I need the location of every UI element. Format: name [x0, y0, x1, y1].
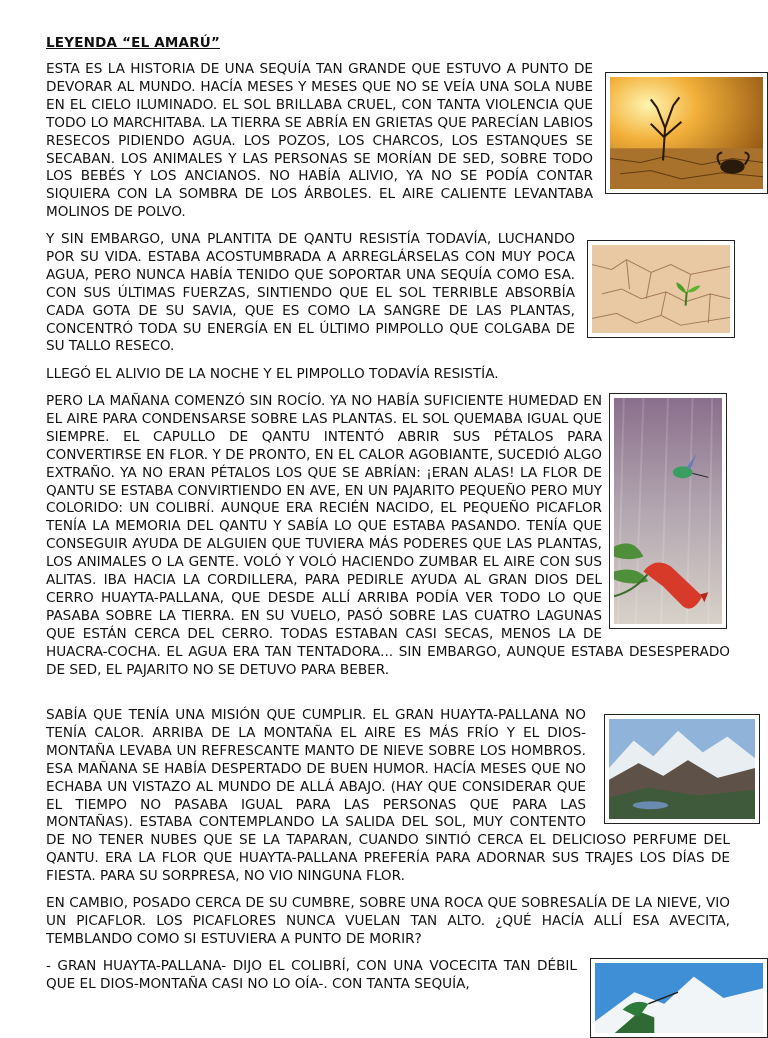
paragraph-2: Y SIN EMBARGO, UNA PLANTITA DE QANTU RESISTÍA TODAVÍA, LUCHANDO POR SU VIDA. ESTABA ACOSTUMBRADA A ARREGLÁRSELAS CON MUY POCA AGUA, PERO NUNCA HABÍA TENIDO QUE SOPORTAR UNA SEQUÍA COMO ESA. CON SUS ÚLTIMAS FUERZAS, SINTIENDO QUE EL SOL TERRIBLE ABSORBÍA CADA GOTA DE SU SAVIA, QUE ES COMO LA SANGRE DE LAS PLANTAS, CONCENTRÓ TODA SU ENERGÍA EN EL ÚLTIMO PIMPOLLO QUE COLGABA DE SU TALLO RESECO. [46, 231, 575, 355]
paragraph-5 [46, 707, 730, 886]
sprout-cracked-earth-image [587, 240, 735, 338]
paragraph-7: - GRAN HUAYTA-PALLANA- DIJO EL COLIBRÍ, CON UNA VOCECITA TAN DÉBIL QUE EL DIOS-MONTAÑA CASI NO LO OÍA-. CON TANTA SEQUÍA, [46, 958, 577, 992]
float-spacer [602, 393, 730, 626]
paragraph-5-text: SABÍA QUE TENÍA UNA MISIÓN QUE CUMPLIR. EL GRAN HUAYTA-PALLANA NO TENÍA CALOR. ARRIBA DE LA MONTAÑA EL AIRE ES MÁS FRÍO Y EL DIOS-MONTAÑA LEVABA UN REFRESCANTE MANTO DE NIEVE SOBRE LOS HOMBROS. ESA MAÑANA SE HABÍA DESPERTADO DE BUEN HUMOR. HACÍA MESES QUE NO ECHABA UN VISTAZO AL MUNDO DE ALLÁ ABAJO. (HAY QUE CONSIDERAR QUE EL TIEMPO NO PASABA IGUAL PARA LAS PERSONAS QUE PARA LAS MONTAÑAS). ESTABA CONTEMPLANDO LA SALIDA DEL SOL, MUY CONTENTO DE NO TENER NUBES QUE SE LA TAPARAN, CUANDO SINTIÓ CERCA EL DELICIOSO PERFUME DEL QANTU. ERA LA FLOR QUE HUAYTA-PALLANA PREFERÍA PARA ADORNAR SUS TRAJES LOS DÍAS DE FIESTA. PARA SU SORPRESA, NO VIO NINGUNA FLOR. [46, 707, 730, 885]
document-title: LEYENDA “EL AMARÚ” [46, 35, 221, 51]
paragraph-6: EN CAMBIO, POSADO CERCA DE SU CUMBRE, SOBRE UNA ROCA QUE SOBRESALÍA DE LA NIEVE, VIO UN PICAFLOR. LOS PICAFLORES NUNCA VUELAN TAN ALTO. ¿QUÉ HACÍA ALLÍ ESA AVECITA, TEMBLANDO COMO SI ESTUVIERA A PUNTO DE MORIR? [46, 895, 730, 947]
drought-tree-image [605, 72, 768, 194]
float-spacer [586, 707, 730, 832]
paragraph-3: LLEGÓ EL ALIVIO DE LA NOCHE Y EL PIMPOLLO TODAVÍA RESISTÍA. [46, 366, 499, 382]
paragraph-1: ESTA ES LA HISTORIA DE UNA SEQUÍA TAN GRANDE QUE ESTUVO A PUNTO DE DEVORAR AL MUNDO. HACÍA MESES Y MESES QUE NO SE VEÍA UNA SOLA NUBE EN EL CIELO ILUMINADO. EL SOL BRILLABA CRUEL, CON TANTA VIOLENCIA QUE TODO LO MARCHITABA. LA TIERRA SE ABRÍA EN GRIETAS QUE PARECÍAN LABIOS RESECOS PIDIENDO AGUA. LOS POZOS, LOS CHARCOS, LOS ESTANQUES SE SECABAN. LOS ANIMALES Y LAS PERSONAS SE MORÍAN DE SED, SOBRE TODO LOS BEBÉS Y LOS ANCIANOS. NO HABÍA ALIVIO, YA NO SE PODÍA CONTAR SIQUIERA CON LA SOMBRA DE LOS ÁRBOLES. EL AIRE CALIENTE LEVANTABA MOLINOS DE POLVO. [46, 61, 593, 221]
paragraph-4 [46, 393, 730, 680]
hummingbird-mountain-image [590, 958, 768, 1038]
paragraph-4-text: PERO LA MAÑANA COMENZÓ SIN ROCÍO. YA NO HABÍA SUFICIENTE HUMEDAD EN EL AIRE PARA CONDENSARSE SOBRE LAS PLANTAS. EL SOL QUEMABA IGUAL QUE SIEMPRE. EL CAPULLO DE QANTU INTENTÓ ABRIR SUS PÉTALOS PARA CONVERTIRSE EN FLOR. Y DE PRONTO, EN EL CALOR AGOBIANTE, SUCEDIÓ ALGO EXTRAÑO. YA NO ERAN PÉTALOS LOS QUE SE ABRÍAN: ¡ERAN ALAS! LA FLOR DE QANTU SE ESTABA CONVIRTIENDO EN AVE, EN UN PAJARITO PEQUEÑO PERO MUY COLORIDO: UN COLIBRÍ. AUNQUE ERA RECIÉN NACIDO, EL PEQUEÑO PICAFLOR TENÍA LA MEMORIA DEL QANTU Y SABÍA LO QUE ESTABA PASANDO. TENÍA QUE CONSEGUIR AYUDA DE ALGUIEN QUE TUVIERA MÁS PODERES QUE LAS PLANTAS, LOS ANIMALES O LA GENTE. VOLÓ Y VOLÓ HACIENDO ZUMBAR EL AIRE CON SUS ALITAS. IBA HACIA LA CORDILLERA, PARA PEDIRLE AYUDA AL GRAN DIOS DEL CERRO HUAYTA-PALLANA, QUE DESDE ALLÍ ARRIBA PODÍA VER TODO LO QUE PASABA SOBRE LA TIERRA. EN SU VUELO, PASÓ SOBRE LAS CUATRO LAGUNAS QUE ESTÁN CERCA DEL CERRO. TODAS ESTABAN CASI SECAS, MENOS LA DE HUACRA-COCHA. EL AGUA ERA TAN TENTADORA... SIN EMBARGO, AUNQUE ESTABA DESESPERADO DE SED, EL PAJARITO NO SE DETUVO PARA BEBER. [46, 393, 730, 678]
